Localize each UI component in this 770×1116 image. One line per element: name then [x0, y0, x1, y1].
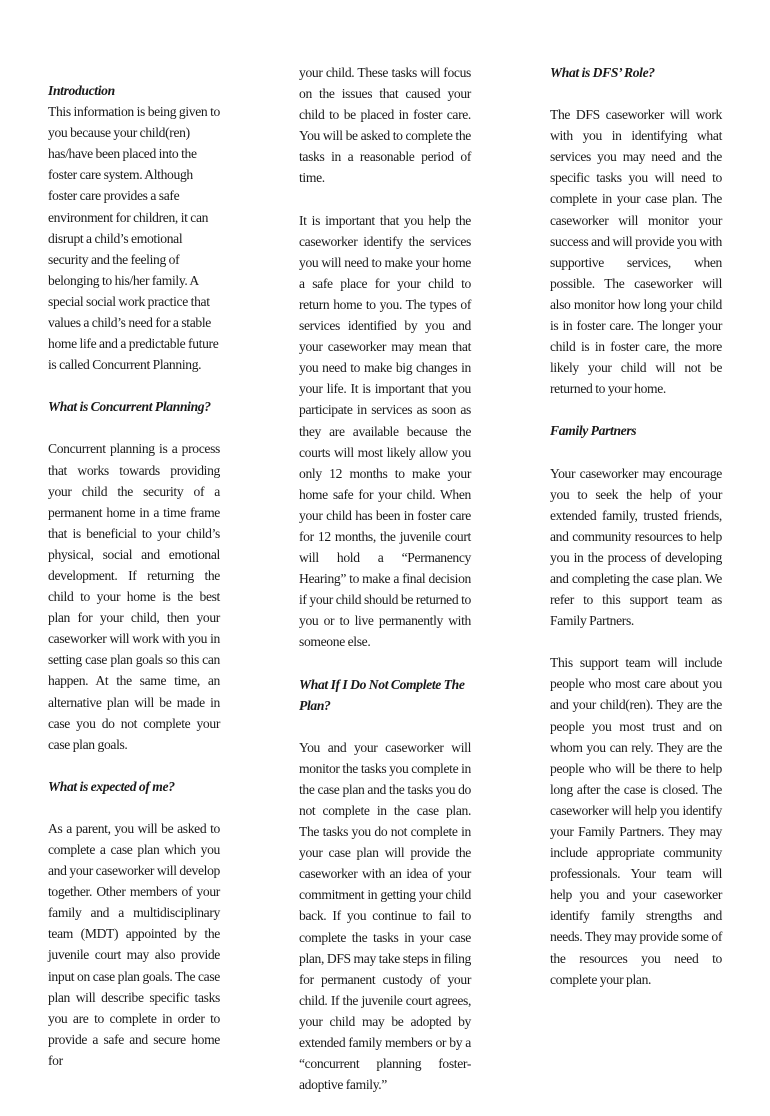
column-2 [299, 62, 471, 1116]
introduction-text: This information is being given to you because your child(ren) has/have been placed into the foster care system. Although foster care provides a safe environment for children, it can disrupt a child’s emotional security and the feeling of belonging to his/her family. A special social work practice that values a child’s need for a stable home life and a predictable future is called Concurrent Planning. [48, 104, 220, 373]
introduction-heading: Introduction [48, 83, 115, 98]
dfs-role-heading: What is DFS’ Role? [550, 65, 655, 80]
important-text: It is important that you help the caseworker identify the services you will need to make your home a safe place for your child to return home to you. The types of services identified by you and your caseworker may mean that you need to make big changes in your life. It is important that you participate in services as soon as they are available because the courts will most likely allow you only 12 months to make your home safe for your child. When your child has been in foster care for 12 months, the juvenile court will hold a “Permanency Hearing” to make a final decision if your child should be returned to you or to live permanently with someone else. [299, 212, 471, 650]
family-partners-text: Your caseworker may encourage you to seek the help of your extended family, trusted friends, and community resources to help you in the process of developing and completing the case plan. We refer to this support team as Family Partners. [550, 465, 722, 629]
support-team-text: This support team will include people who most care about you and your child(ren). They are the people you most trust and on whom you can rely. They are the people who will be there to help long after the case is closed. The caseworker will help you identify your Family Partners. They may include appropriate community professionals. Your team will help you and your caseworker identify family strengths and needs. They may provide some of the resources you need to complete your plan. [550, 655, 722, 987]
not-complete-heading: What If I Do Not Complete The Plan? [299, 676, 465, 713]
expected-heading: What is expected of me? [48, 778, 175, 794]
not-complete-text: You and your caseworker will monitor the tasks you complete in the case plan and the tasks you do not complete in the case plan. The tasks you do not complete in your case plan will provide the caseworker with an idea of your commitment in getting your child back. If you continue to fail to complete the tasks in your case plan, DFS may take steps in filing for permanent custody of your child. If the juvenile court agrees, your child may be adopted by extended family members or by a “concurrent planning foster-adoptive family.” [299, 739, 471, 1093]
dfs-role-text: The DFS caseworker will work with you in identifying what services you may need and the specific tasks you will need to complete in your case plan. The caseworker will monitor your success and will provide you with supportive services, when possible. The caseworker will also monitor how long your child is in foster care. The longer your child is in foster care, the more likely your child will not be returned to your home. [550, 107, 722, 397]
concurrent-planning-heading: What is Concurrent Planning? [48, 399, 211, 415]
concurrent-planning-text: Concurrent planning is a process that works towards providing your child the security of a permanent home in a time frame that is beneficial to your child’s physical, social and emotional development. If returning the child to your home is the best plan for your child, then your caseworker will work with you in setting case plan goals so this can happen. At the same time, an alternative plan will be made in case you do not complete your case plan goals. [48, 441, 220, 752]
column-1 [48, 62, 220, 1092]
expected-text: As a parent, you will be asked to complete a case plan which you and your caseworker will develop together. Other members of your family and a multidisciplinary team (MDT) appointed by the juvenile court may also provide input on case plan goals. The case plan will describe specific tasks you are to complete in order to provide a safe and secure home for [48, 820, 220, 1068]
column-3 [550, 62, 722, 1011]
continued-text: your child. These tasks will focus on the issues that caused your child to be placed in foster care. You will be asked to complete the tasks in a reasonable period of time. [299, 65, 471, 186]
family-partners-heading: Family Partners [550, 423, 637, 439]
